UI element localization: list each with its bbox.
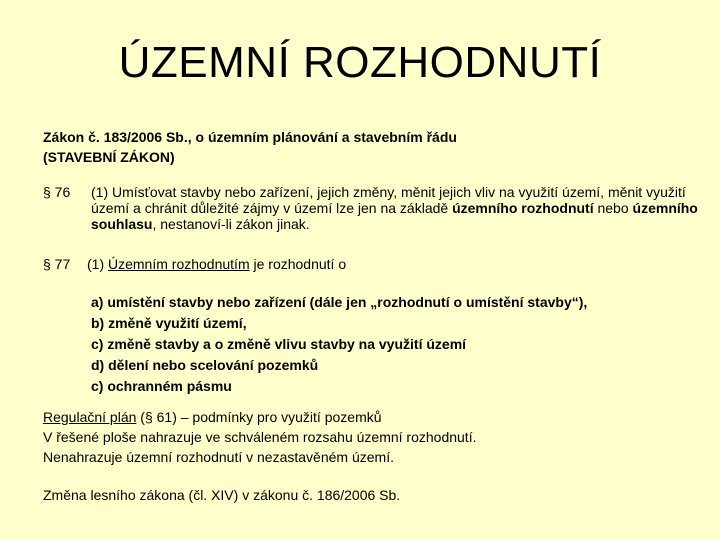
law-heading-line1: Zákon č. 183/2006 Sb., o územním plánování a stavebním řádu: [43, 129, 457, 145]
section-77-number: § 77: [43, 256, 71, 272]
section-76-term-uzemni-souhlas: územního souhlasu: [91, 200, 698, 232]
list-item: c) změně stavby a o změně vlivu stavby na využití území: [91, 336, 467, 352]
law-heading: [43, 127, 683, 167]
section-76: [43, 184, 703, 232]
section-77-text-part1: (1): [87, 256, 108, 272]
law-heading-line2: (STAVEBNÍ ZÁKON): [43, 149, 175, 165]
regulatory-plan-term: Regulační plán: [43, 409, 137, 425]
section-77: [43, 256, 683, 272]
regulatory-plan-note: [43, 407, 703, 467]
regulatory-plan-line3: Nenahrazuje územní rozhodnutí v nezastavěném území.: [43, 449, 394, 465]
section-76-number: § 76: [43, 184, 71, 200]
decision-types-list: [91, 292, 701, 397]
list-item: c) ochranném pásmu: [91, 378, 232, 394]
regulatory-plan-line1: [43, 407, 703, 427]
section-76-text-part1: (1) Umísťovat stavby nebo zařízení, jejich změny, měnit jejich vliv na využití území, měnit využití území a chránit důležité zájmy v území lze jen na základě: [91, 184, 686, 216]
section-77-text-part2: je rozhodnutí o: [249, 256, 347, 272]
list-item: d) dělení nebo scelování pozemků: [91, 357, 319, 373]
forest-law-note: Změna lesního zákona (čl. XIV) v zákonu č. 186/2006 Sb.: [43, 487, 401, 503]
list-item: a) umístění stavby nebo zařízení (dále jen „rozhodnutí o umístění stavby“),: [91, 294, 588, 310]
page-title: ÚZEMNÍ ROZHODNUTÍ: [118, 38, 602, 87]
section-76-term-uzemni-rozhodnuti: územního rozhodnutí: [452, 200, 594, 216]
section-77-term-uzemnim-rozhodnutim: Územním rozhodnutím: [108, 256, 250, 272]
regulatory-plan-line1-text: (§ 61) – podmínky pro využití pozemků: [136, 409, 382, 425]
list-item: b) změně využití území,: [91, 315, 247, 331]
section-76-text-part3: , nestanoví-li zákon jinak.: [152, 216, 310, 232]
regulatory-plan-line2: V řešené ploše nahrazuje ve schváleném rozsahu územní rozhodnutí.: [43, 429, 477, 445]
section-76-text-part2: nebo: [593, 200, 633, 216]
section-76-text: [91, 184, 703, 232]
